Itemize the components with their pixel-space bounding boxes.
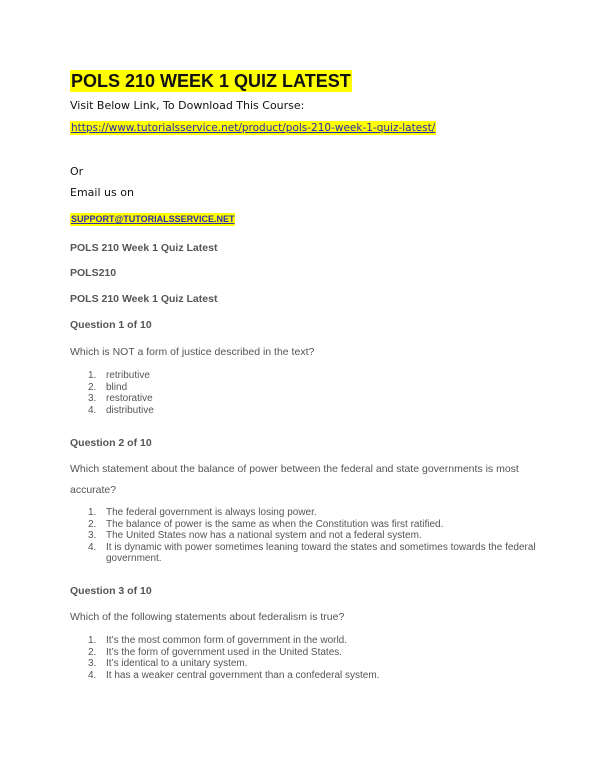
list-item: 3. The United States now has a national system and not a federal system. [88,530,422,541]
list-item: 4. It is dynamic with power sometimes leaning toward the states and sometimes towards the federal government. [88,541,536,564]
list-item: 2. The balance of power is the same as when the Constitution was first ratified. [88,518,444,530]
visit-text: Visit Below Link, To Download This Course: [70,99,305,112]
course-heading-2: POLS 210 Week 1 Quiz Latest [70,293,218,305]
question-3-options [70,635,540,681]
page-title: POLS 210 WEEK 1 QUIZ LATEST [71,71,351,91]
question-2-text-line-2: accurate? [70,484,117,496]
course-heading: POLS 210 Week 1 Quiz Latest [70,242,218,254]
course-link[interactable]: https://www.tutorialsservice.net/product/pols-210-week-1-quiz-latest/ [71,122,436,134]
course-code: POLS210 [70,267,117,279]
question-1-label: Question 1 of 10 [70,319,152,331]
question-2-options [70,507,540,565]
question-2-label: Question 2 of 10 [70,437,152,449]
list-item: 4. It has a weaker central government than a confederal system. [88,669,380,681]
list-item: 1. The federal government is always losing power. [88,507,317,518]
email-label: Email us on [70,186,134,199]
question-2-text-line-1: Which statement about the balance of power between the federal and state governments is most [70,463,519,475]
list-item: 3. It’s identical to a unitary system. [88,658,248,669]
support-email-link[interactable]: SUPPORT@TUTORIALSSERVICE.NET [71,214,235,224]
question-3-text: Which of the following statements about federalism is true? [70,611,345,623]
list-item: 4. distributive [88,404,154,416]
question-1-options [70,370,540,416]
list-item: 1. retributive [88,370,150,381]
list-item: 1. It’s the most common form of government in the world. [88,635,348,646]
question-1-text: Which is NOT a form of justice described in the text? [70,346,315,358]
list-item: 2. It’s the form of government used in the United States. [88,646,343,658]
or-text: Or [70,165,84,178]
question-3-label: Question 3 of 10 [70,585,152,597]
list-item: 2. blind [88,381,128,393]
list-item: 3. restorative [88,393,153,404]
